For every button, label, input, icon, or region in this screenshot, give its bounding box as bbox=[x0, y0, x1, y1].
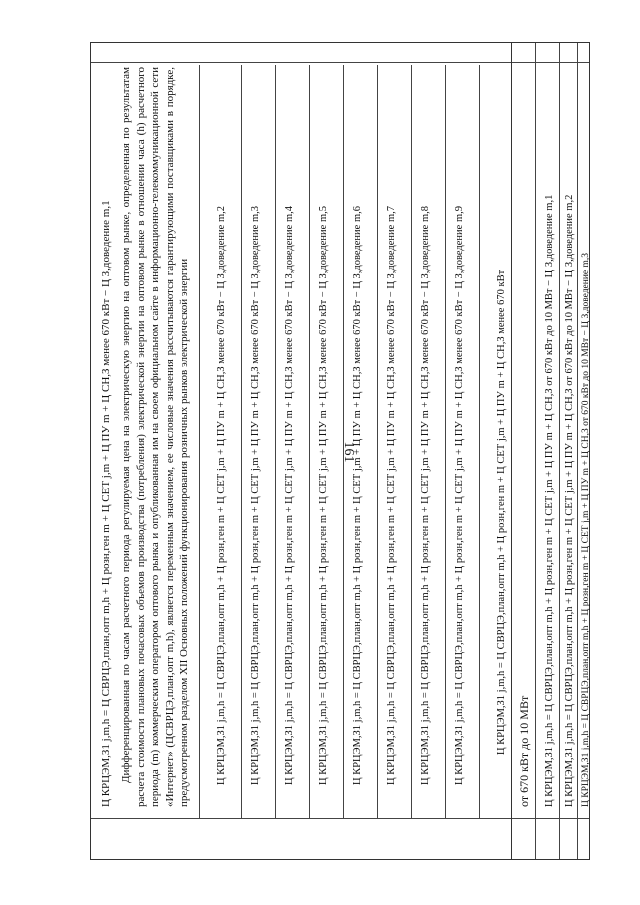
row-divider bbox=[199, 65, 200, 819]
description-paragraph: Дифференцированная по часам расчетного периода регулируемая цена на электрическую энергию на оптовом рынке, определенная по результатам расчета стоимости плановых почасовых объемов производства (потребления) электрической энергии на оптовом рынке в отношении часа (h) расчетного периода (m) коммерческим оператором оптового рынка и опубликованная им на своем официальном сайте в информационно-телекоммуникационной сети «Интернет» (ЦСВРЦЭ,план,опт m,h), является переменным значением, ее числовые значения рассчитываются гарантирующими поставщиками в порядке, предусмотренном разделом XII Основных положений функционирования розничных рынков электрической энергии bbox=[120, 67, 191, 807]
formula-top: Ц КРЦЭМ,З1 j,m,h = Ц СВРЦЭ,план,опт m,h + Ц розн,ген m + Ц СЕТ j,m + Ц ПУ m + Ц СН,З менее 670 кВт − Ц З,доведение m,1 bbox=[100, 200, 112, 807]
row-divider bbox=[411, 65, 412, 819]
row-divider bbox=[559, 43, 560, 859]
rotated-table-frame bbox=[90, 42, 590, 860]
table-divider bbox=[91, 62, 589, 63]
formula-row: Ц КРЦЭМ,З1 j,m,h = Ц СВРЦЭ,план,опт m,h + Ц розн,ген m + Ц СЕТ j,m + Ц ПУ m + Ц СН,З менее 670 кВт − Ц З,доведение m,4 bbox=[284, 205, 295, 785]
row-divider bbox=[377, 65, 378, 819]
row-divider bbox=[275, 65, 276, 819]
formula-row: Ц КРЦЭМ,З1 j,m,h = Ц СВРЦЭ,план,опт m,h + Ц розн,ген m + Ц СЕТ j,m + Ц ПУ m + Ц СН,З менее 670 кВт − Ц З,доведение m,6 bbox=[352, 205, 363, 785]
formula-row: Ц КРЦЭМ,З1 j,m,h = Ц СВРЦЭ,план,опт m,h + Ц розн,ген m + Ц СЕТ j,m + Ц ПУ m + Ц СН,З менее 670 кВт − Ц З,доведение m,3 bbox=[250, 205, 261, 785]
row-divider bbox=[445, 65, 446, 819]
row-divider bbox=[479, 65, 480, 819]
row-divider bbox=[309, 65, 310, 819]
formula-table bbox=[90, 42, 590, 860]
formula-row: Ц КРЦЭМ,З1 j,m,h = Ц СВРЦЭ,план,опт m,h + Ц розн,ген m + Ц СЕТ j,m + Ц ПУ m + Ц СН,З менее 670 кВт − Ц З,доведение m,2 bbox=[216, 205, 227, 785]
row-divider bbox=[577, 43, 578, 859]
formula-row: Ц КРЦЭМ,З1 j,m,h = Ц СВРЦЭ,план,опт m,h + Ц розн,ген m + Ц СЕТ j,m + Ц ПУ m + Ц СН,З менее 670 кВт − Ц З,доведение m,8 bbox=[420, 205, 431, 785]
row-divider bbox=[535, 43, 536, 859]
page-number: 161 bbox=[341, 441, 356, 463]
table-divider bbox=[91, 818, 589, 819]
row-divider bbox=[241, 65, 242, 819]
formula-section-row: Ц КРЦЭМ,З1 j,m,h = Ц СВРЦЭ,план,опт m,h + Ц розн,ген m + Ц СЕТ j,m + Ц ПУ m + Ц СН,З от 670 кВт до 10 МВт − Ц З,доведение m,2 bbox=[564, 194, 575, 807]
formula-section-row: Ц КРЦЭМ,З1 j,m,h = Ц СВРЦЭ,план,опт m,h + Ц розн,ген m + Ц СЕТ j,m + Ц ПУ m + Ц СН,З от 670 кВт до 10 МВт − Ц З,доведение m,3 bbox=[581, 252, 591, 807]
row-divider bbox=[343, 65, 344, 819]
section-label: от 670 кВт до 10 МВт bbox=[517, 695, 531, 807]
formula-row: Ц КРЦЭМ,З1 j,m,h = Ц СВРЦЭ,план,опт m,h + Ц розн,ген m + Ц СЕТ j,m + Ц ПУ m + Ц СН,З менее 670 кВт − Ц З,доведение m,9 bbox=[454, 205, 465, 785]
formula-row: Ц КРЦЭМ,З1 j,m,h = Ц СВРЦЭ,план,опт m,h + Ц розн,ген m + Ц СЕТ j,m + Ц ПУ m + Ц СН,З менее 670 кВт − Ц З,доведение m,5 bbox=[318, 205, 329, 785]
section-divider bbox=[511, 43, 512, 859]
formula-section-row: Ц КРЦЭМ,З1 j,m,h = Ц СВРЦЭ,план,опт m,h + Ц розн,ген m + Ц СЕТ j,m + Ц ПУ m + Ц СН,З от 670 кВт до 10 МВт − Ц З,доведение m,1 bbox=[544, 194, 555, 807]
formula-last: Ц КРЦЭМ,З1 j,m,h = Ц СВРЦЭ,план,опт m,h + Ц розн,ген m + Ц СЕТ j,m + Ц ПУ m + Ц СН,З менее 670 кВт bbox=[496, 269, 507, 755]
formula-row: Ц КРЦЭМ,З1 j,m,h = Ц СВРЦЭ,план,опт m,h + Ц розн,ген m + Ц СЕТ j,m + Ц ПУ m + Ц СН,З менее 670 кВт − Ц З,доведение m,7 bbox=[386, 205, 397, 785]
